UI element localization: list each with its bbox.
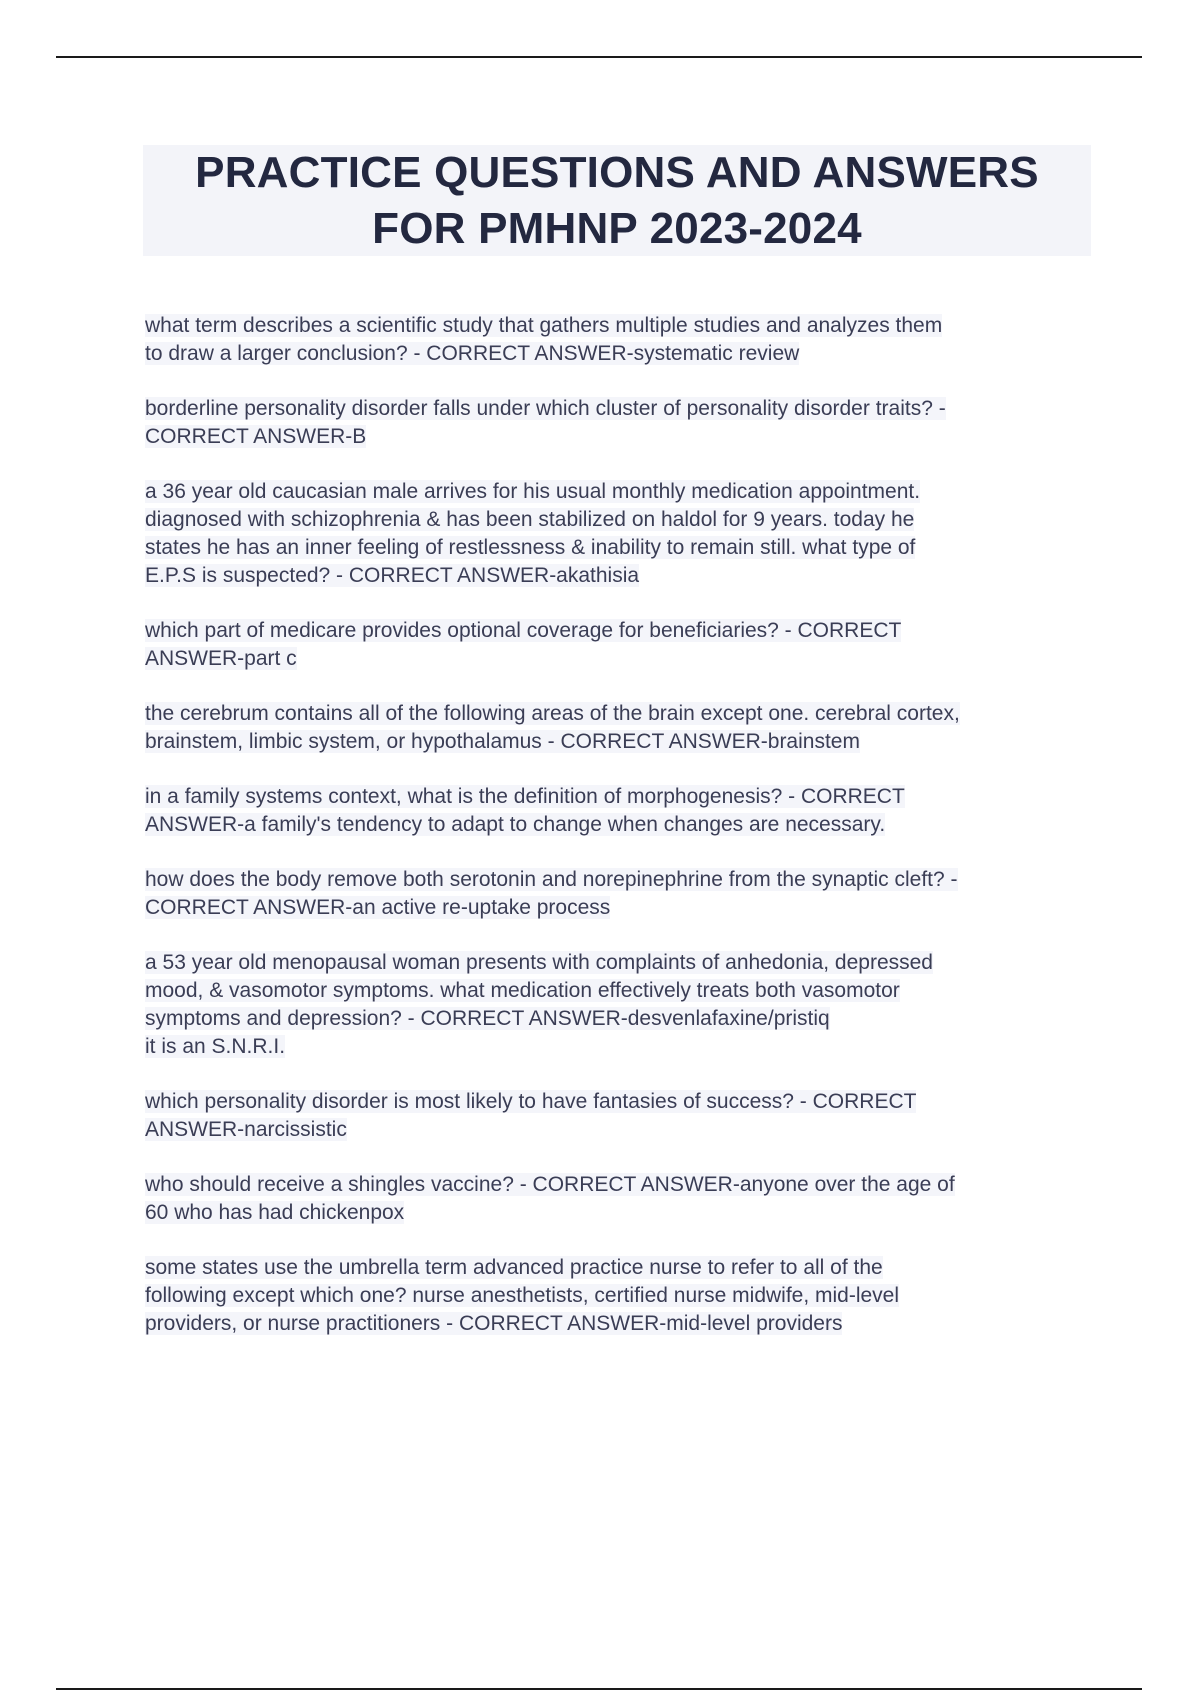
qa-text: what term describes a scientific study that gathers multiple studies and analyzes them to draw a larger conclusion? - CORRECT ANSWER-systematic review xyxy=(145,314,943,365)
bottom-rule xyxy=(56,1688,1142,1690)
qa-item xyxy=(145,478,1085,590)
qa-text: the cerebrum contains all of the following areas of the brain except one. cerebral cortex, brainstem, limbic system, or hypothalamus - CORRECT ANSWER-brainstem xyxy=(145,702,960,753)
qa-item xyxy=(145,1088,1085,1144)
qa-item xyxy=(145,617,1085,673)
qa-text: which part of medicare provides optional coverage for beneficiaries? - CORRECT ANSWER-part c xyxy=(145,619,902,670)
qa-item xyxy=(145,783,1085,839)
qa-item xyxy=(145,700,1085,756)
qa-item xyxy=(145,1171,1085,1227)
qa-text: who should receive a shingles vaccine? - CORRECT ANSWER-anyone over the age of 60 who has had chickenpox xyxy=(145,1173,955,1224)
qa-item xyxy=(145,866,1085,922)
qa-list xyxy=(145,312,1085,1365)
title-banner xyxy=(143,145,1091,256)
title-line-2: FOR PMHNP 2023-2024 xyxy=(372,203,862,253)
qa-text: how does the body remove both serotonin and norepinephrine from the synaptic cleft? - CORRECT ANSWER-an active re-uptake process xyxy=(145,868,958,919)
top-rule xyxy=(56,56,1142,58)
qa-text: a 53 year old menopausal woman presents with complaints of anhedonia, depressed mood, & vasomotor symptoms. what medication effectively treats both vasomotor symptoms and depression? - CORRECT ANSWER-desvenlafaxine/pristiq it is an S.N.R.I. xyxy=(145,951,933,1058)
qa-item xyxy=(145,1254,1085,1338)
page-title xyxy=(195,145,1039,257)
qa-text: some states use the umbrella term advanced practice nurse to refer to all of the following except which one? nurse anesthetists, certified nurse midwife, mid-level providers, or nurse practitioners - CORRECT ANSWER-mid-level providers xyxy=(145,1256,900,1335)
qa-item xyxy=(145,312,1085,368)
qa-text: borderline personality disorder falls under which cluster of personality disorder traits? - CORRECT ANSWER-B xyxy=(145,397,946,448)
qa-text: a 36 year old caucasian male arrives for his usual monthly medication appointment. diagnosed with schizophrenia & has been stabilized on haldol for 9 years. today he states he has an inner feeling of restlessness & inability to remain still. what type of E.P.S is suspected? - CORRECT ANSWER-akathisia xyxy=(145,480,921,587)
qa-item xyxy=(145,949,1085,1061)
qa-text: which personality disorder is most likely to have fantasies of success? - CORRECT ANSWER-narcissistic xyxy=(145,1090,917,1141)
qa-item xyxy=(145,395,1085,451)
title-line-1: PRACTICE QUESTIONS AND ANSWERS xyxy=(195,147,1039,197)
qa-text: in a family systems context, what is the definition of morphogenesis? - CORRECT ANSWER-a family's tendency to adapt to change when changes are necessary. xyxy=(145,785,905,836)
